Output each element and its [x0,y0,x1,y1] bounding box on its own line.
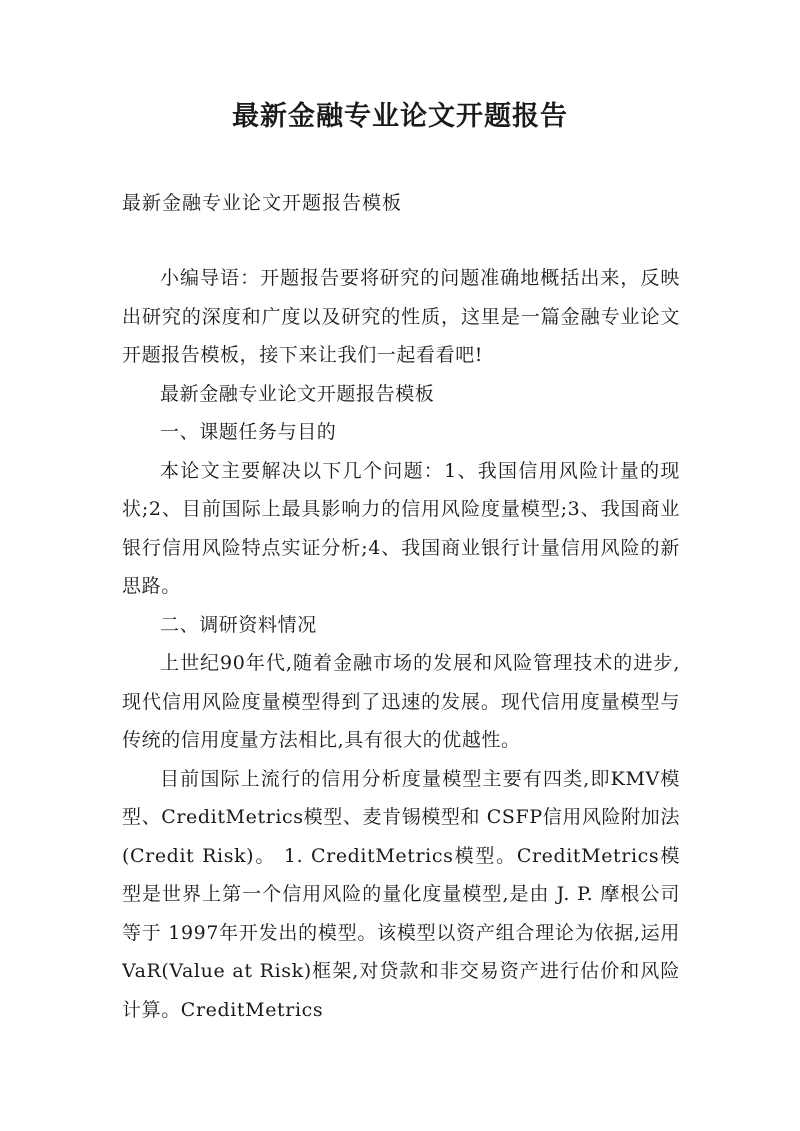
paragraph-task: 本论文主要解决以下几个问题：1、我国信用风险计量的现状;2、目前国际上最具影响力的信用风险度量模型;3、我国商业银行信用风险特点实证分析;4、我国商业银行计量信用风险的新思路。 [122,459,680,597]
paragraph-intro: 小编导语：开题报告要将研究的问题准确地概括出来，反映出研究的深度和广度以及研究的性质，这里是一篇金融专业论文开题报告模板，接下来让我们一起看看吧! [122,267,680,366]
section-heading-research: 二、调研资料情况 [160,613,317,636]
paragraph-research-2: 目前国际上流行的信用分析度量模型主要有四类,即KMV模型、CreditMetrics模型、麦肯锡模型和 CSFP信用风险附加法 (Credit Risk)。 1. CreditMetrics模型。CreditMetrics模型是世界上第一个信用风险的量化度量模型,是由 J. P. 摩根公司等于 1997年开发出的模型。该模型以资产组合理论为依据,运用 VaR(Value at Risk)框架,对贷款和非交易资产进行估价和风险计算。CreditMetrics [122,767,680,1021]
paragraph-research-1: 上世纪90年代,随着金融市场的发展和风险管理技术的进步,现代信用风险度量模型得到了迅速的发展。现代信用度量模型与传统的信用度量方法相比,具有很大的优越性。 [122,652,680,751]
document-body [122,259,680,1029]
paragraph-template-heading: 最新金融专业论文开题报告模板 [160,382,435,405]
section-heading-task: 一、课题任务与目的 [160,421,337,443]
document-title: 最新金融专业论文开题报告 [232,101,568,132]
document-subtitle: 最新金融专业论文开题报告模板 [122,192,403,214]
